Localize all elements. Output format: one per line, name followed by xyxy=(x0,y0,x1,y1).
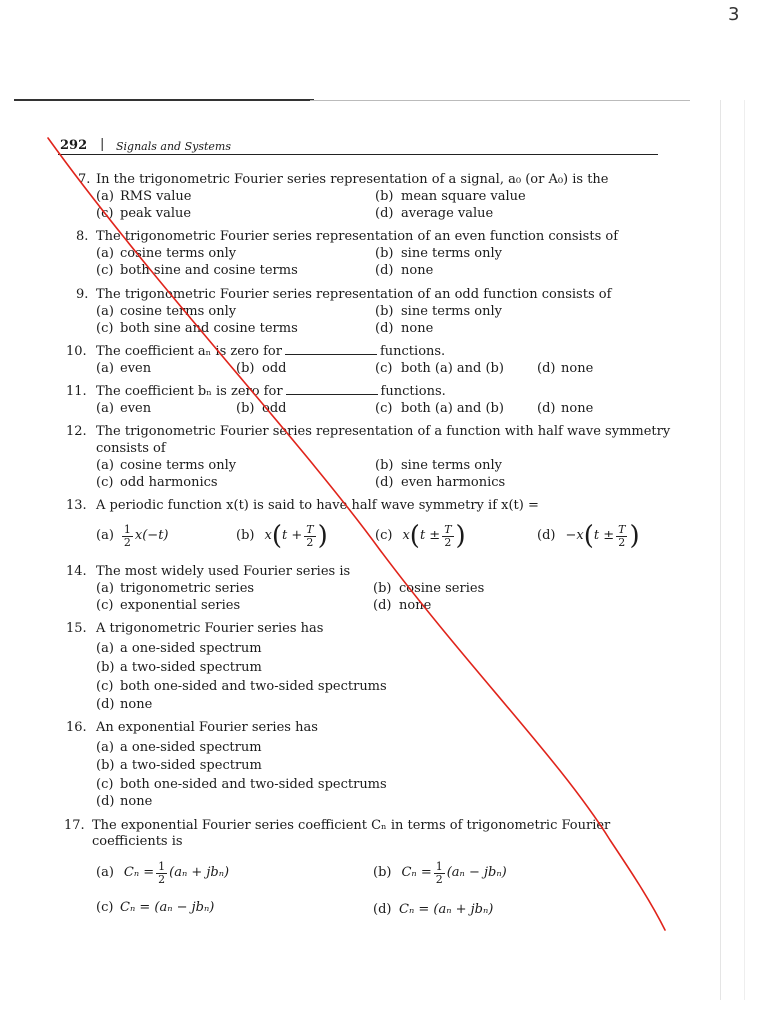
q7-option-b: mean square value xyxy=(401,189,526,204)
q8-option-d: none xyxy=(401,263,434,278)
question-8-stem: The trigonometric Fourier series representation of an even function consists of xyxy=(96,229,619,244)
q9-option-d: none xyxy=(401,321,434,336)
q8-option-a-label: (a) xyxy=(96,246,114,261)
q7-option-a: RMS value xyxy=(120,189,192,204)
question-17-number: 17. xyxy=(64,818,85,833)
q12-option-d: even harmonics xyxy=(401,475,506,490)
q11-option-a-label: (a) xyxy=(96,401,114,416)
q11-option-b: odd xyxy=(262,401,287,416)
q10-option-b-label: (b) xyxy=(236,361,255,376)
question-12-number: 12. xyxy=(66,424,87,439)
q14-option-d: none xyxy=(399,598,432,613)
q10-option-d-label: (d) xyxy=(537,361,556,376)
q8-option-c-label: (c) xyxy=(96,263,114,278)
q7-option-d-label: (d) xyxy=(375,206,394,221)
q10-stem-after: functions. xyxy=(379,344,446,359)
question-15-stem: A trigonometric Fourier series has xyxy=(96,621,324,636)
q15-option-a: a one-sided spectrum xyxy=(120,641,262,656)
q16-option-d-label: (d) xyxy=(96,794,115,809)
q17-option-a-label: (a) xyxy=(96,865,114,880)
q16-option-c-label: (c) xyxy=(96,777,114,792)
q11-option-a: even xyxy=(120,401,152,416)
q12-option-b: sine terms only xyxy=(401,458,502,473)
question-8-number: 8. xyxy=(76,229,89,244)
q12-option-a: cosine terms only xyxy=(120,458,237,473)
q16-option-c: both one-sided and two-sided spectrums xyxy=(120,777,387,792)
q17-option-b-label: (b) xyxy=(373,865,392,880)
q14-option-a-label: (a) xyxy=(96,581,114,596)
q13-a-fraction: $\frac{1}{2}$ xyxy=(123,522,131,549)
question-9-stem: The trigonometric Fourier series representation of an odd function consists of xyxy=(96,287,612,302)
q14-option-b: cosine series xyxy=(399,581,485,596)
question-9-number: 9. xyxy=(76,287,89,302)
q14-option-d-label: (d) xyxy=(373,598,392,613)
q15-option-c-label: (c) xyxy=(96,679,114,694)
question-15-number: 15. xyxy=(66,621,87,636)
q17-option-d-label: (d) xyxy=(373,902,392,917)
q7-option-b-label: (b) xyxy=(375,189,394,204)
q12-option-d-label: (d) xyxy=(375,475,394,490)
q16-option-b-label: (b) xyxy=(96,758,115,773)
q8-option-c: both sine and cosine terms xyxy=(120,263,298,278)
q14-option-c: exponential series xyxy=(120,598,241,613)
q16-option-d: none xyxy=(120,794,153,809)
q12-option-a-label: (a) xyxy=(96,458,114,473)
q13-option-c-label: (c) xyxy=(375,528,393,543)
q11-option-b-label: (b) xyxy=(236,401,255,416)
q11-option-c: both (a) and (b) xyxy=(401,401,504,416)
q15-option-c: both one-sided and two-sided spectrums xyxy=(120,679,387,694)
q15-option-b: a two-sided spectrum xyxy=(120,660,262,675)
question-13-stem: A periodic function x(t) is said to have half wave symmetry if x(t) = xyxy=(96,498,539,513)
q14-option-c-label: (c) xyxy=(96,598,114,613)
question-17-stem: The exponential Fourier series coefficient Cₙ in terms of trigonometric Fourier xyxy=(92,818,611,833)
q13-option-c: (c) x ( t ± $\frac{T}{2}$ ) xyxy=(375,521,466,551)
q14-option-a: trigonometric series xyxy=(120,581,255,596)
question-12-stem-line2: consists of xyxy=(96,441,166,456)
q10-option-d: none xyxy=(561,361,594,376)
question-12-stem: The trigonometric Fourier series representation of a function with half wave symmetry xyxy=(96,424,671,439)
q10-option-c-label: (c) xyxy=(375,361,393,376)
question-7-stem: In the trigonometric Fourier series representation of a signal, a₀ (or A₀) is the xyxy=(96,172,609,187)
q13-option-a-label: (a) xyxy=(96,528,114,543)
q9-option-c: both sine and cosine terms xyxy=(120,321,298,336)
q8-option-d-label: (d) xyxy=(375,263,394,278)
q15-option-d: none xyxy=(120,697,153,712)
question-13-number: 13. xyxy=(66,498,87,513)
q10-stem-before: The coefficient aₙ is zero for xyxy=(96,344,282,359)
q9-option-c-label: (c) xyxy=(96,321,114,336)
q13-option-d-label: (d) xyxy=(537,528,556,543)
q8-option-b: sine terms only xyxy=(401,246,502,261)
header-separator: | xyxy=(100,137,105,152)
q9-option-d-label: (d) xyxy=(375,321,394,336)
q14-option-b-label: (b) xyxy=(373,581,392,596)
q8-option-b-label: (b) xyxy=(375,246,394,261)
question-7-number: 7. xyxy=(78,172,91,187)
q11-option-d-label: (d) xyxy=(537,401,556,416)
q9-option-b: sine terms only xyxy=(401,304,502,319)
q9-option-a-label: (a) xyxy=(96,304,114,319)
page-number: 292 xyxy=(60,138,88,153)
q13-c-fraction: $\frac{T}{2}$ xyxy=(444,522,452,549)
q17-option-c: Cₙ = (aₙ − jbₙ) xyxy=(120,900,215,915)
q13-option-d: (d) −x ( t ± $\frac{T}{2}$ ) xyxy=(537,521,640,551)
q13-d-fraction: $\frac{T}{2}$ xyxy=(618,522,626,549)
q10-option-b: odd xyxy=(262,361,287,376)
corner-handwritten-mark: 3 xyxy=(728,4,740,25)
question-11-number: 11. xyxy=(66,384,87,399)
q15-option-a-label: (a) xyxy=(96,641,114,656)
q9-option-b-label: (b) xyxy=(375,304,394,319)
question-16-stem: An exponential Fourier series has xyxy=(96,720,318,735)
q11-option-d: none xyxy=(561,401,594,416)
q17-option-d: Cₙ = (aₙ + jbₙ) xyxy=(399,902,494,917)
q7-option-c: peak value xyxy=(120,206,192,221)
q17-b-fraction: $\frac{1}{2}$ xyxy=(435,859,443,886)
q12-option-b-label: (b) xyxy=(375,458,394,473)
q16-option-a-label: (a) xyxy=(96,740,114,755)
q12-option-c-label: (c) xyxy=(96,475,114,490)
q10-option-c: both (a) and (b) xyxy=(401,361,504,376)
q12-option-c: odd harmonics xyxy=(120,475,218,490)
q17-option-a: (a) Cₙ = $\frac{1}{2}$ (aₙ + jbₙ) xyxy=(96,859,230,886)
question-17-stem-line2: coefficients is xyxy=(92,834,183,849)
q17-a-fraction: $\frac{1}{2}$ xyxy=(158,859,166,886)
question-14-number: 14. xyxy=(66,564,87,579)
q13-option-b: (b) x ( t + $\frac{T}{2}$ ) xyxy=(236,521,328,551)
q15-option-d-label: (d) xyxy=(96,697,115,712)
q10-option-a-label: (a) xyxy=(96,361,114,376)
q15-option-b-label: (b) xyxy=(96,660,115,675)
q11-stem-after: functions. xyxy=(380,384,446,399)
q11-stem-before: The coefficient bₙ is zero for xyxy=(96,384,283,399)
q16-option-a: a one-sided spectrum xyxy=(120,740,262,755)
question-10-number: 10. xyxy=(66,344,87,359)
q13-option-b-label: (b) xyxy=(236,528,255,543)
question-16-number: 16. xyxy=(66,720,87,735)
question-14-stem: The most widely used Fourier series is xyxy=(96,564,351,579)
q8-option-a: cosine terms only xyxy=(120,246,237,261)
q7-option-c-label: (c) xyxy=(96,206,114,221)
q17-option-c-label: (c) xyxy=(96,900,114,915)
q13-a-expr: x(−t) xyxy=(134,528,169,543)
q7-option-d: average value xyxy=(401,206,494,221)
running-head: Signals and Systems xyxy=(116,140,231,153)
q17-option-b: (b) Cₙ = $\frac{1}{2}$ (aₙ − jbₙ) xyxy=(373,859,507,886)
q7-option-a-label: (a) xyxy=(96,189,114,204)
q9-option-a: cosine terms only xyxy=(120,304,237,319)
q16-option-b: a two-sided spectrum xyxy=(120,758,262,773)
q13-b-fraction: $\frac{T}{2}$ xyxy=(306,522,314,549)
q10-option-a: even xyxy=(120,361,152,376)
q11-option-c-label: (c) xyxy=(375,401,393,416)
